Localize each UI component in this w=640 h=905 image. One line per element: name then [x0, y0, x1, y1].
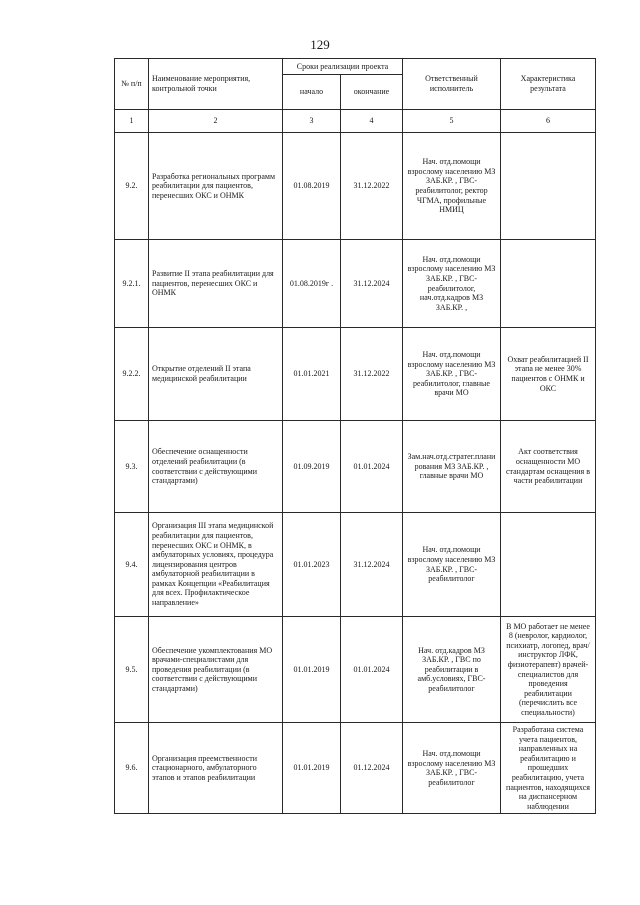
- row-result: Охват реабилитацией II этапа не менее 30% пациентов с ОНМК и ОКС: [501, 328, 596, 421]
- row-result: В МО работает не менее 8 (невролог, кардиолог, психиатр, логопед, врач/инструктор ЛФК, физиотерапевт) врачей-специалистов для проведения реабилитации (перечислить все специальности): [501, 617, 596, 723]
- header-result: Характеристика результата: [501, 59, 596, 110]
- column-number: 3: [283, 110, 341, 133]
- row-start: 01.01.2019: [283, 617, 341, 723]
- row-start: 01.09.2019: [283, 421, 341, 513]
- row-result: [501, 240, 596, 328]
- row-start: 01.01.2019: [283, 723, 341, 814]
- row-responsible: Нач. отд.помощи взрослому населению МЗ ЗАБ.КР. , ГВС-реабилитолог, нач.отд.кадров МЗ ЗАБ.КР. ,: [403, 240, 501, 328]
- row-end: 31.12.2022: [341, 133, 403, 240]
- row-start: 01.01.2021: [283, 328, 341, 421]
- row-responsible: Нач. отд.помощи взрослому населению МЗ ЗАБ.КР. , ГВС-реабилитолог: [403, 723, 501, 814]
- row-end: 01.01.2024: [341, 421, 403, 513]
- row-responsible: Нач. отд.кадров МЗ ЗАБ.КР. , ГВС по реабилитации в амб.условиях, ГВС-реабилитолог: [403, 617, 501, 723]
- table-header-row: [115, 59, 596, 75]
- table-row: [115, 617, 596, 723]
- row-result: [501, 513, 596, 617]
- row-end: 01.01.2024: [341, 617, 403, 723]
- row-result: Разработана система учета пациентов, направленных на реабилитацию и прошедших реабилитацию, учета пациентов, находящихся на диспансерном наблюдении: [501, 723, 596, 814]
- row-result: [501, 133, 596, 240]
- row-name: Организация III этапа медицинской реабилитации для пациентов, перенесших ОКС и ОНМК, в амбулаторных условиях, процедура лицензирования центров амбулаторной реабилитации в рамках Концепции «Реабилитация для всех. Профилактическое направление»: [149, 513, 283, 617]
- column-number: 5: [403, 110, 501, 133]
- row-end: 01.12.2024: [341, 723, 403, 814]
- row-responsible: Зам.нач.отд.стратег.планирования МЗ ЗАБ.КР. , главные врачи МО: [403, 421, 501, 513]
- row-responsible: Нач. отд.помощи взрослому населению МЗ ЗАБ.КР. , ГВС-реабилитолог, главные врачи МО: [403, 328, 501, 421]
- column-number: 2: [149, 110, 283, 133]
- table-row: [115, 723, 596, 814]
- table-row: [115, 240, 596, 328]
- header-name: Наименование мероприятия, контрольной точки: [149, 59, 283, 110]
- row-name: Развитие II этапа реабилитации для пациентов, перенесших ОКС и ОНМК: [149, 240, 283, 328]
- header-num: № п/п: [115, 59, 149, 110]
- header-end: окончание: [341, 75, 403, 110]
- table-row: [115, 328, 596, 421]
- row-start: 01.08.2019г .: [283, 240, 341, 328]
- row-num: 9.5.: [115, 617, 149, 723]
- plan-table: [114, 58, 596, 814]
- row-name: Обеспечение оснащенности отделений реабилитации (в соответствии с действующими стандартами): [149, 421, 283, 513]
- column-number-row: [115, 110, 596, 133]
- table-row: [115, 513, 596, 617]
- row-end: 31.12.2022: [341, 328, 403, 421]
- header-responsible: Ответственный исполнитель: [403, 59, 501, 110]
- row-num: 9.3.: [115, 421, 149, 513]
- row-result: Акт соответствия оснащенности МО стандартам оснащения в части реабилитации: [501, 421, 596, 513]
- header-period: Сроки реализации проекта: [283, 59, 403, 75]
- row-name: Разработка региональных программ реабилитации для пациентов, перенесших ОКС и ОНМК: [149, 133, 283, 240]
- row-num: 9.2.: [115, 133, 149, 240]
- row-num: 9.2.1.: [115, 240, 149, 328]
- row-start: 01.01.2023: [283, 513, 341, 617]
- column-number: 1: [115, 110, 149, 133]
- row-name: Обеспечение укомплектования МО врачами-специалистами для проведения реабилитации (в соответствии с действующими стандартами): [149, 617, 283, 723]
- row-responsible: Нач. отд.помощи взрослому населению МЗ ЗАБ.КР. , ГВС-реабилитолог, ректор ЧГМА, профильные НМИЦ: [403, 133, 501, 240]
- row-num: 9.2.2.: [115, 328, 149, 421]
- row-num: 9.6.: [115, 723, 149, 814]
- row-start: 01.08.2019: [283, 133, 341, 240]
- header-start: начало: [283, 75, 341, 110]
- row-num: 9.4.: [115, 513, 149, 617]
- table-row: [115, 133, 596, 240]
- column-number: 6: [501, 110, 596, 133]
- row-name: Организация преемственности стационарного, амбулаторного этапов и этапов реабилитации: [149, 723, 283, 814]
- page-number: 129: [310, 37, 330, 52]
- table-row: [115, 421, 596, 513]
- row-end: 31.12.2024: [341, 240, 403, 328]
- row-name: Открытие отделений II этапа медицинской реабилитации: [149, 328, 283, 421]
- row-responsible: Нач. отд.помощи взрослому населению МЗ ЗАБ.КР. , ГВС-реабилитолог: [403, 513, 501, 617]
- column-number: 4: [341, 110, 403, 133]
- row-end: 31.12.2024: [341, 513, 403, 617]
